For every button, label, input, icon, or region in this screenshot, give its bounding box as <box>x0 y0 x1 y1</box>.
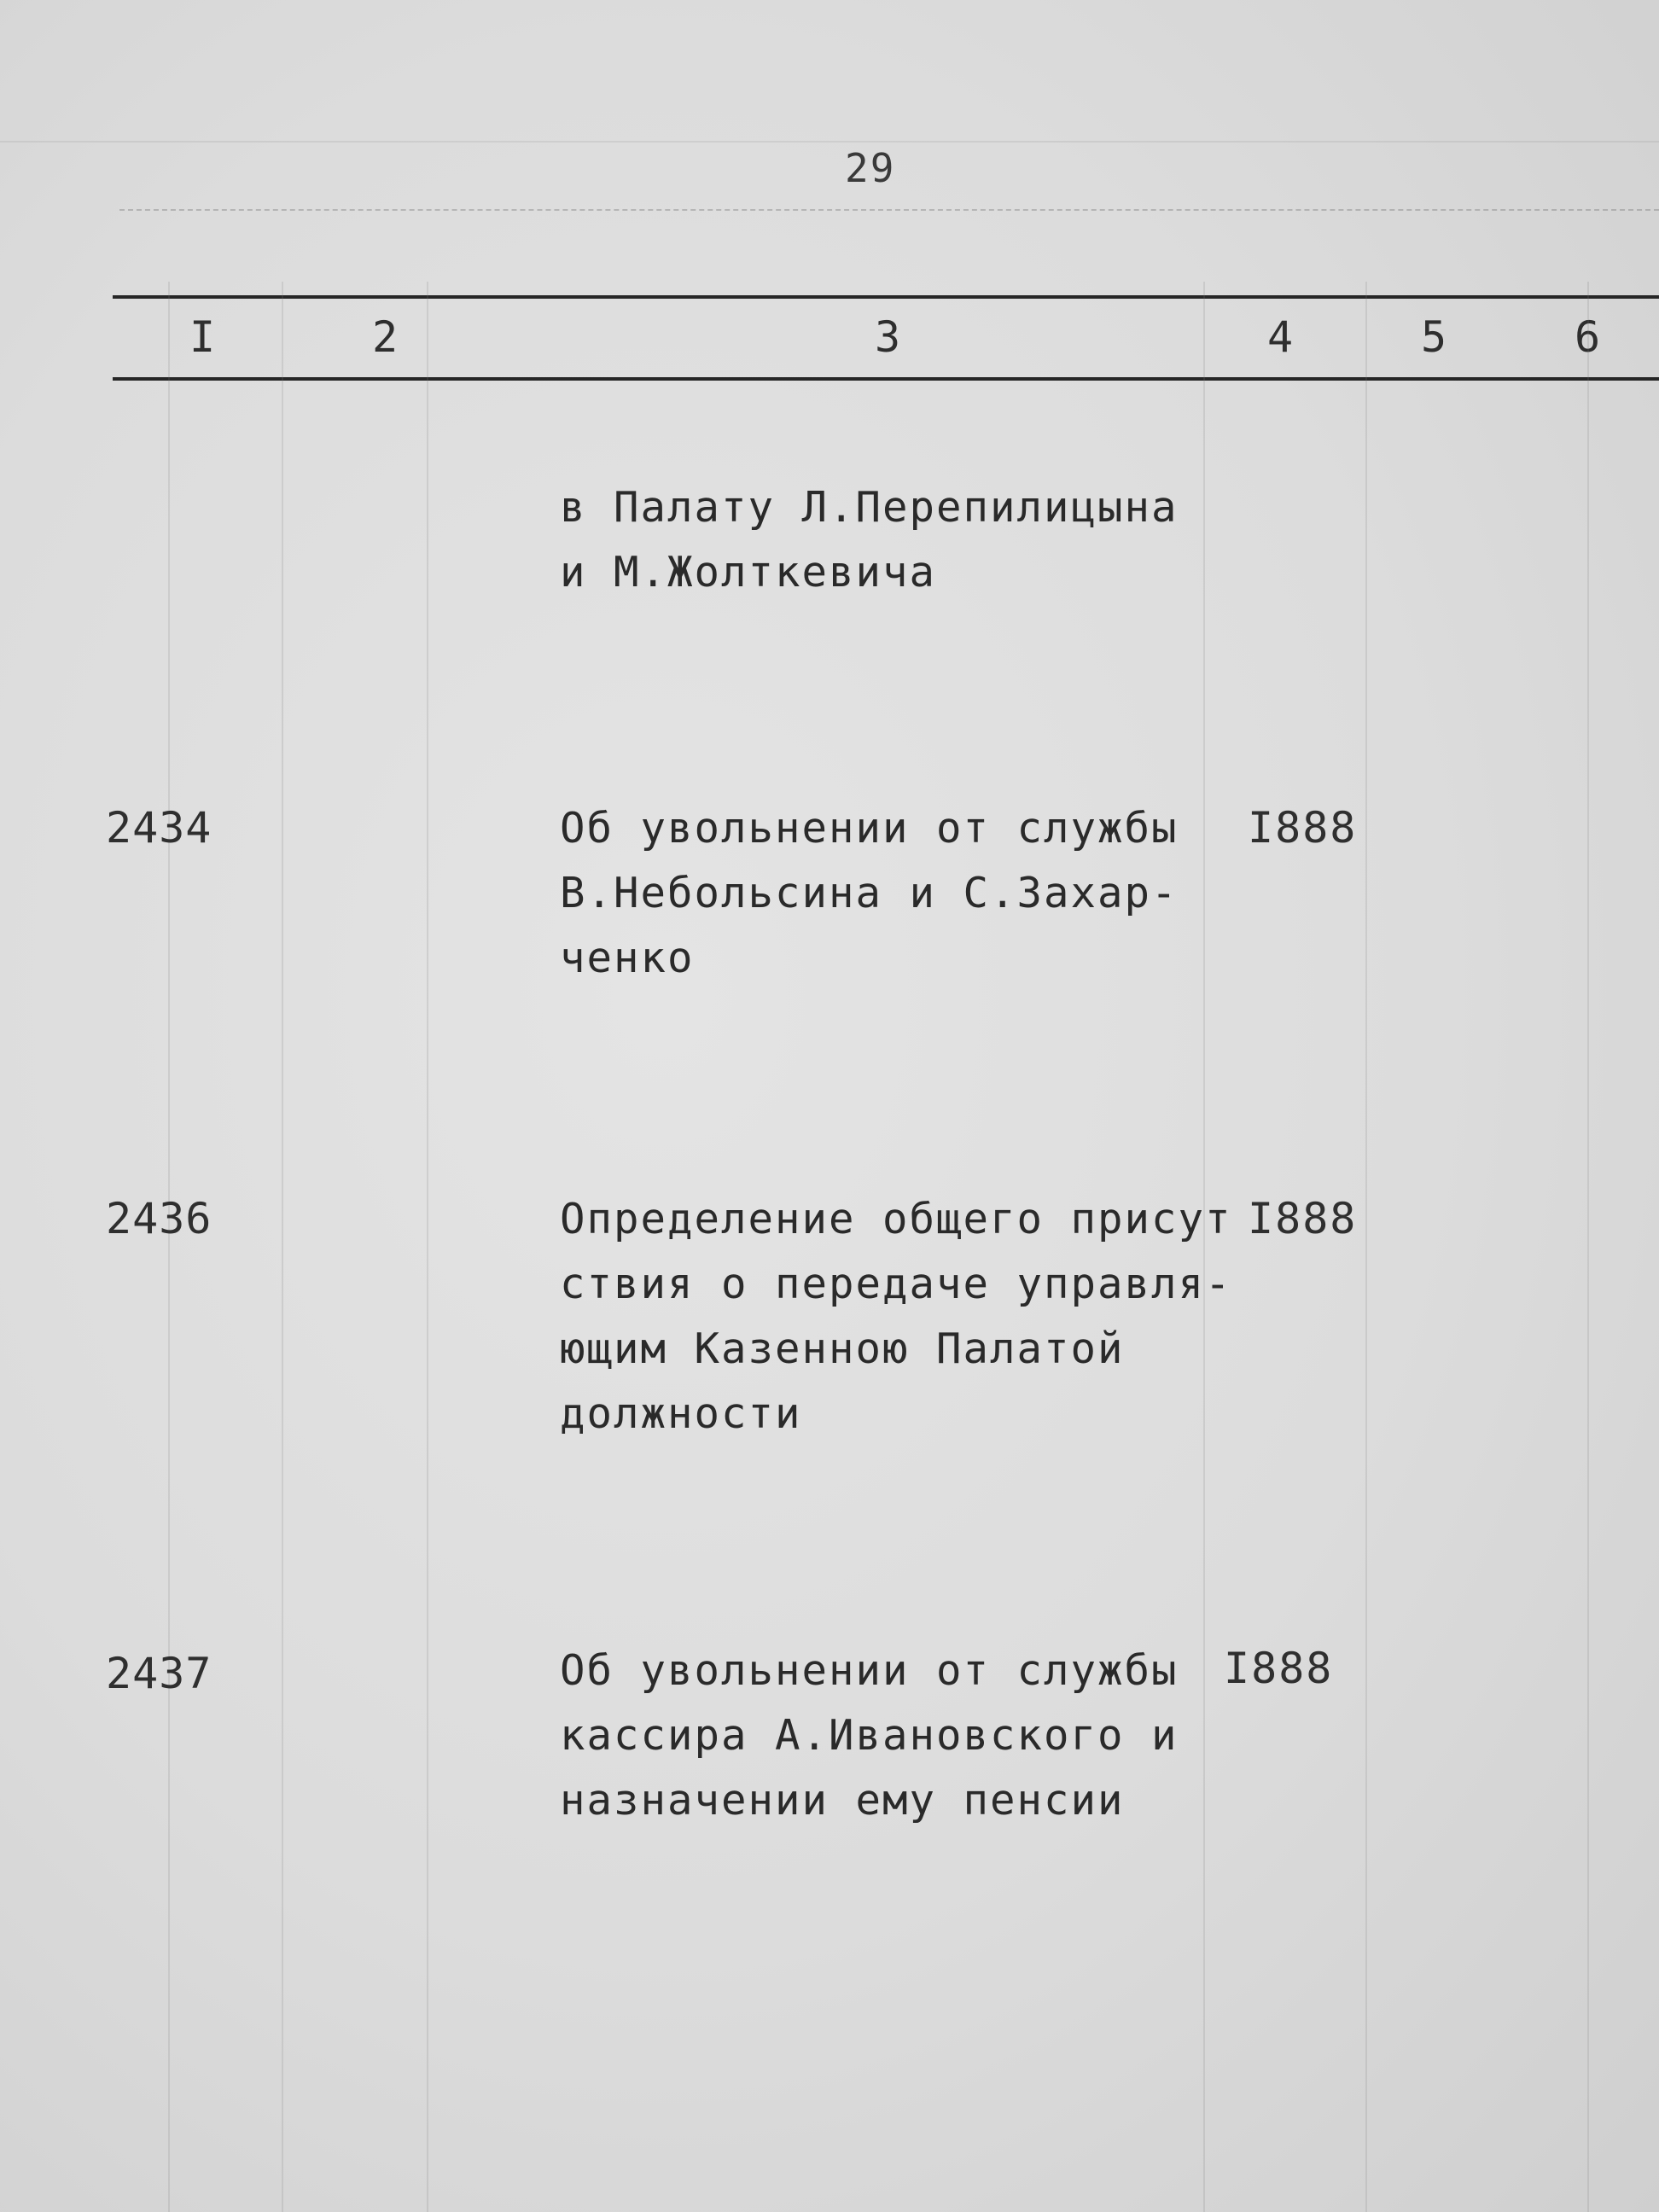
dashed-ruled-line <box>119 209 1659 211</box>
entry-number: 2434 <box>106 803 212 853</box>
description-line: Об увольнении от службы <box>560 1646 1179 1695</box>
entry-description <box>560 1187 1232 1447</box>
entry-number: 2436 <box>106 1194 212 1243</box>
description-line: кассира А.Ивановского и <box>560 1711 1179 1760</box>
column-header-2: 2 <box>372 312 399 362</box>
description-line: В.Небольсина и С.Захар- <box>560 869 1179 917</box>
entry-number: 2437 <box>106 1649 212 1698</box>
description-line: и М.Жолткевича <box>560 548 937 597</box>
description-line: ченко <box>560 934 695 982</box>
column-header-4: 4 <box>1267 312 1294 362</box>
description-line: должности <box>560 1389 802 1438</box>
column-divider <box>1365 282 1367 2212</box>
entry-year: I888 <box>1224 1644 1334 1693</box>
description-line: ющим Казенною Палатой <box>560 1324 1125 1373</box>
description-line: Определение общего присут <box>560 1195 1232 1243</box>
column-divider <box>1587 282 1589 2212</box>
continuation-text <box>560 475 1179 605</box>
column-divider <box>282 282 283 2212</box>
column-header-6: 6 <box>1575 312 1601 362</box>
header-bottom-rule <box>113 377 1659 381</box>
entry-description <box>560 1639 1179 1833</box>
page-number: 29 <box>845 145 896 191</box>
description-line: Об увольнении от службы <box>560 804 1179 853</box>
description-line: назначении ему пенсии <box>560 1776 1125 1825</box>
column-header-1: I <box>189 312 216 362</box>
description-line: ствия о передаче управля- <box>560 1260 1232 1308</box>
faint-ruled-line <box>0 141 1659 143</box>
column-divider <box>168 282 170 2212</box>
entry-year: I888 <box>1248 803 1358 853</box>
column-divider <box>427 282 428 2212</box>
column-header-3: 3 <box>875 312 901 362</box>
column-header-5: 5 <box>1421 312 1447 362</box>
entry-description <box>560 796 1179 991</box>
entry-year: I888 <box>1248 1194 1358 1243</box>
description-line: в Палату Л.Перепилицына <box>560 483 1179 532</box>
header-top-rule <box>113 295 1659 299</box>
